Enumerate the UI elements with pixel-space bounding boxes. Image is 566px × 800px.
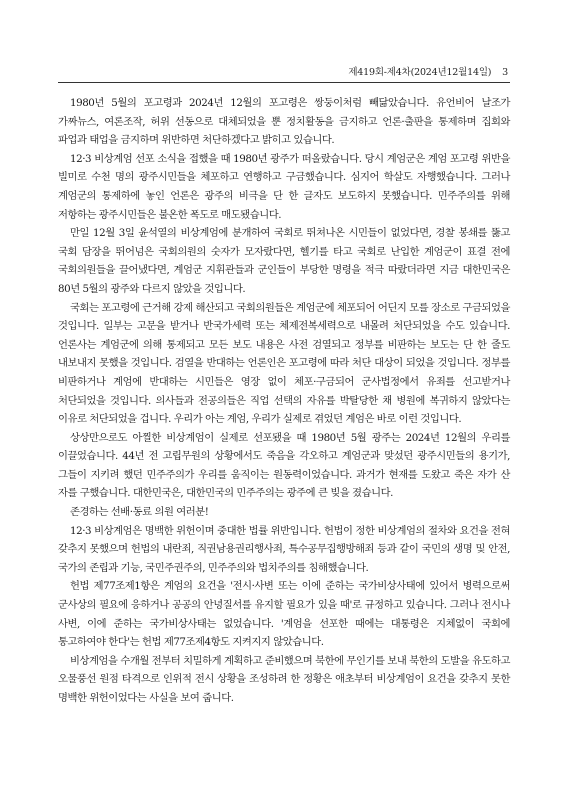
paragraph-4: 국회는 포고령에 근거해 강제 해산되고 국회의원들은 계엄군에 체포되어 어딘지 모를 장소로 구금되었을 것입니다. 일부는 고문을 받거나 반국가세력 또는 체제전복세력으로 내몰려 처단되었을 수도 있습니다. 언론사는 계엄군에 의해 통제되고 모든 보도 내용은 사전 검열되고 정부를 비판하는 보도는 단 한 줄도 내보내지 못했을 것입니다. 검열을 반대하는 언론인은 포고령에 따라 처단 대상이 되었을 것입니다. 정부를 비판하거나 계엄에 반대하는 시민들은 영장 없이 체포·구금되어 군사법정에서 유죄를 선고받거나 처단되었을 것입니다. 의사들과 전공의들은 직업 선택의 자유를 박탈당한 채 병원에 복귀하지 않았다는 이유로 처단되었을 겁니다. 우리가 아는 계엄, 우리가 실제로 겪었던 계엄은 바로 이런 것입니다.	[58, 301, 510, 426]
paragraph-1: 1980년 5월의 포고령과 2024년 12월의 포고령은 쌍둥이처럼 빼닮았습니다. 유언비어 날조가 가짜뉴스, 여론조작, 허위 선동으로 대체되었을 뿐 정치활동을 금지하고 언론·출판을 통제하며 집회와 파업과 태업을 금지하며 위반하면 처단하겠다고 밝히고 있습니다.	[58, 97, 510, 147]
session-info: 제419회-제4차(2024년12월14일)	[348, 67, 492, 78]
paragraph-9: 비상계엄을 수개월 전부터 치밀하게 계획하고 준비했으며 북한에 무인기를 보내 북한의 도발을 유도하고 오물풍선 원점 타격으로 인위적 전시 상황을 조성하려 한 정황은 애초부터 비상계엄이 요건을 갖추지 못한 명백한 위헌이었다는 사실을 보여 줍니다.	[58, 654, 510, 704]
speech-body	[58, 94, 510, 708]
paragraph-7: 12·3 비상계엄은 명백한 위헌이며 중대한 법률 위반입니다. 헌법이 정한 비상계엄의 절차와 요건을 전혀 갖추지 못했으며 헌법의 내란죄, 직권남용권리행사죄, 특수공무집행방해죄 등과 같이 국민의 생명 및 안전, 국가의 존립과 기능, 국민주권주의, 민주주의와 법치주의를 침해했습니다.	[58, 524, 510, 574]
paragraph-6: 존경하는 선배·동료 의원 여러분!	[70, 506, 209, 519]
paragraph-3: 만일 12월 3일 윤석열의 비상계엄에 분개하여 국회로 뛰쳐나온 시민들이 없었다면, 경찰 봉쇄를 뚫고 국회 담장을 뛰어넘은 국회의원의 숫자가 모자랐다면, 헬기를 타고 국회로 난입한 계엄군이 표결 전에 국회의원들을 끌어냈다면, 계엄군 지휘관들과 군인들이 부당한 명령을 적극 따랐더라면 지금 대한민국은 80년 5월의 광주와 다르지 않았을 것입니다.	[58, 227, 510, 295]
header-rule	[58, 82, 510, 83]
paragraph-8: 헌법 제77조제1항은 계엄의 요건을 '전시·사변 또는 이에 준하는 국가비상사태에 있어서 병력으로써 군사상의 필요에 응하거나 공공의 안녕질서를 유지할 필요가 있을 때'로 규정하고 있습니다. 그러나 전시나 사변, 이에 준하는 국가비상사태는 없었습니다. '계엄을 선포한 때에는 대통령은 지체없이 국회에 통고하여야 한다'는 헌법 제77조제4항도 지켜지지 않았습니다.	[58, 580, 510, 649]
paragraph-5: 상상만으로도 아찔한 비상계엄이 실제로 선포됐을 때 1980년 5월 광주는 2024년 12월의 우리를 이끌었습니다. 44년 전 고립무원의 상황에서도 죽음을 각오하고 계엄군과 맞섰던 광주시민들의 용기가, 그들이 지키려 했던 민주주의가 우리를 움직이는 원동력이었습니다. 과거가 현재를 도왔고 죽은 자가 산 자를 구했습니다. 대한민국은, 대한민국의 민주주의는 광주에 큰 빚을 졌습니다.	[58, 431, 510, 500]
page-header	[348, 64, 508, 78]
page-number: 3	[502, 67, 508, 78]
paragraph-2: 12·3 비상계엄 선포 소식을 접했을 때 1980년 광주가 떠올랐습니다. 당시 계엄군은 계엄 포고령 위반을 빌미로 수천 명의 광주시민들을 체포하고 연행하고 구금했습니다. 심지어 학살도 자행했습니다. 그러나 계엄군의 통제하에 놓인 언론은 광주의 비극을 단 한 글자도 보도하지 못했습니다. 민주주의를 위해 저항하는 광주시민들은 불온한 폭도로 매도됐습니다.	[58, 152, 510, 221]
